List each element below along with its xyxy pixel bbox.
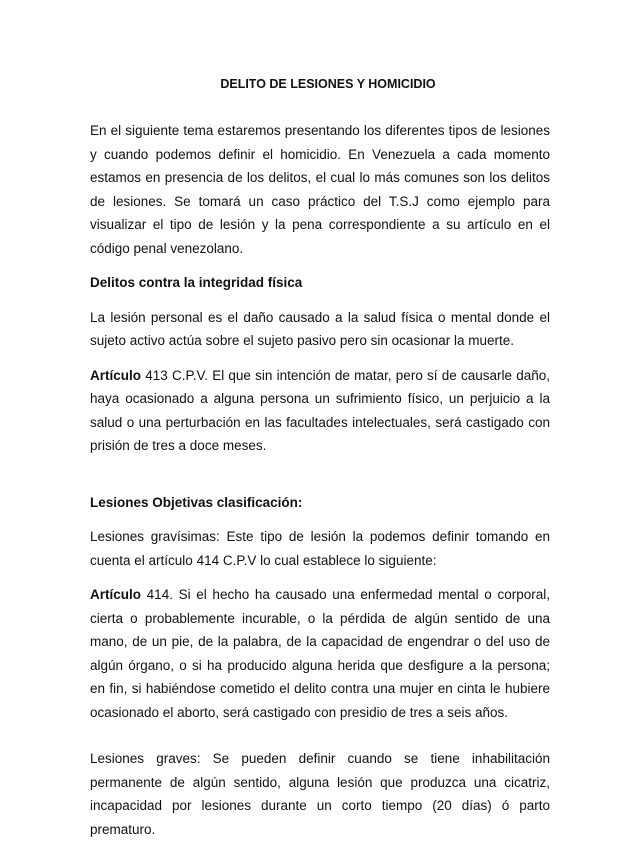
articulo-413-text: 413 C.P.V. El que sin intención de matar, pero sí de causarle daño, haya ocasionado a alguna persona un sufrimiento físico, un perjuicio a la salud o una perturbación en las facultades intelectuales, será castigado con prisión de tres a doce meses. (90, 367, 550, 453)
articulo-414-label: Artículo (90, 587, 142, 602)
articulo-414-text: 414. Si el hecho ha causado una enfermedad mental o corporal, cierta o probablemente incurable, o la pérdida de algún sentido de una mano, de un pie, de la palabra, de la capacidad de engendrar o del uso de algún órgano, o si ha producido alguna herida que desfigure a la persona; en fin, si habiéndose cometido el delito contra una mujer en cinta le hubiere ocasionado el aborto, será castigado con presidio de tres a seis años. (90, 587, 550, 720)
document-page (90, 76, 550, 841)
articulo-413-paragraph (90, 364, 550, 458)
document-title: DELITO DE LESIONES Y HOMICIDIO (220, 77, 436, 91)
heading-integridad-fisica: Delitos contra la integridad física (90, 275, 303, 290)
heading-lesiones-objetivas: Lesiones Objetivas clasificación: (90, 494, 303, 510)
graves-paragraph: Lesiones graves: Se pueden definir cuando se tiene inhabilitación permanente de algún sentido, alguna lesión que produzca una cicatriz, incapacidad por lesiones durante un corto tiempo (20 días) ó parto prematuro. (90, 751, 550, 837)
gravisimas-paragraph: Lesiones gravísimas: Este tipo de lesión la podemos definir tomando en cuenta el artículo 414 C.P.V lo cual establece lo siguiente: (90, 529, 550, 568)
articulo-414-paragraph (90, 583, 550, 724)
lesion-personal-paragraph: La lesión personal es el daño causado a la salud física o mental donde el sujeto activo actúa sobre el sujeto pasivo pero sin ocasionar la muerte. (90, 309, 550, 348)
intro-paragraph: En el siguiente tema estaremos presentando los diferentes tipos de lesiones y cuando podemos definir el homicidio. En Venezuela a cada momento estamos en presencia de los delitos, el cual lo más comunes son los delitos de lesiones. Se tomará un caso práctico del T.S.J como ejemplo para visualizar el tipo de lesión y la pena correspondiente a su artículo en el código penal venezolano. (90, 123, 550, 256)
articulo-413-label: Artículo (90, 367, 142, 383)
